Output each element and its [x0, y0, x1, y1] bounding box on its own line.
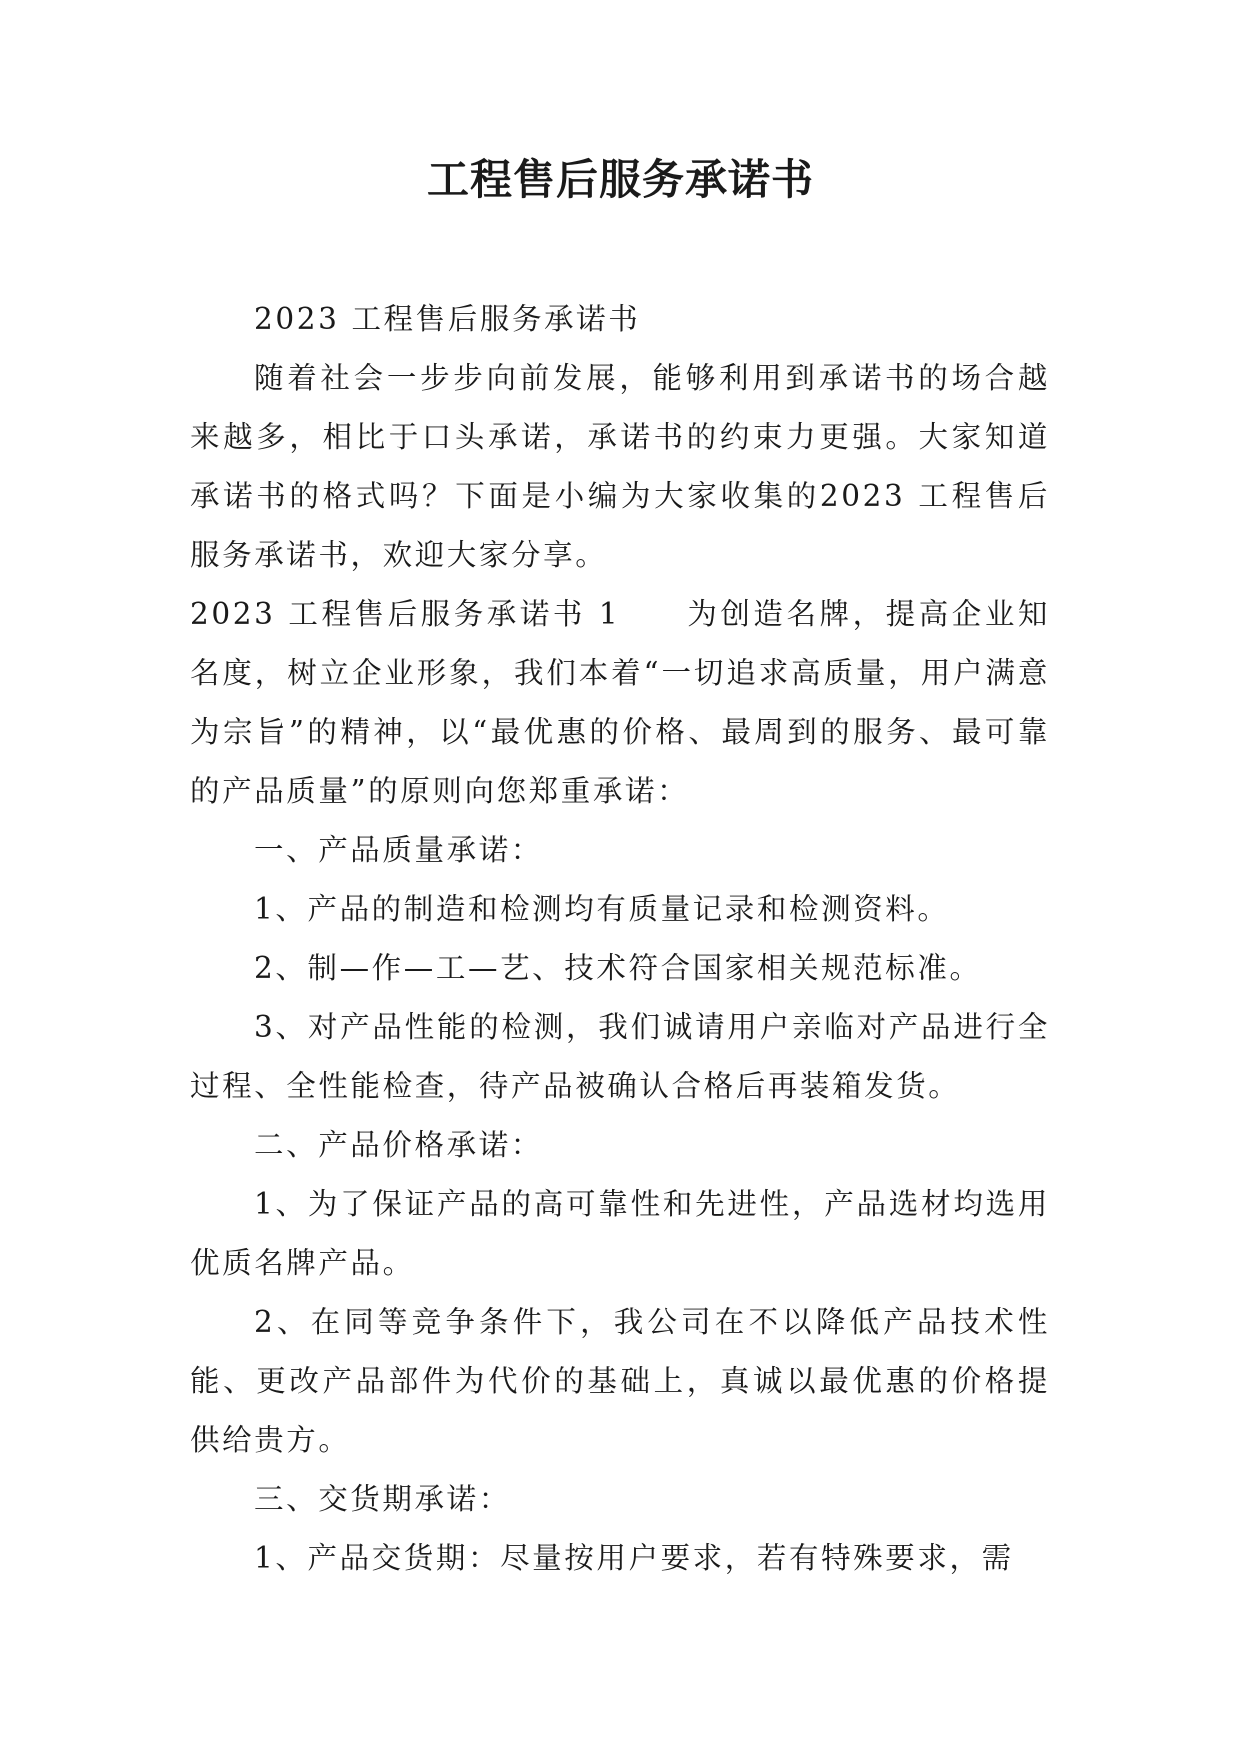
price-item-2: 2、在同等竞争条件下，我公司在不以降低产品技术性能、更改产品部件为代价的基础上，真诚以最优惠的价格提供给贵方。: [190, 1305, 1050, 1457]
section-heading-price: 二、产品价格承诺：: [254, 1128, 543, 1162]
section-heading-quality: 一、产品质量承诺：: [254, 833, 543, 867]
document-body: [190, 290, 1050, 1588]
quality-item-1: 1、产品的制造和检测均有质量记录和检测资料。: [254, 892, 950, 926]
subtitle-paragraph: 2023 工程售后服务承诺书: [254, 302, 641, 336]
delivery-item-1: 1、产品交货期：尽量按用户要求，若有特殊要求，需: [254, 1541, 1014, 1575]
commitment-intro-paragraph: 2023 工程售后服务承诺书 1 为创造名牌，提高企业知名度，树立企业形象，我们本着“一切追求高质量，用户满意为宗旨”的精神，以“最优惠的价格、最周到的服务、最可靠的产品质量”的原则向您郑重承诺：: [190, 597, 1050, 808]
section-heading-delivery: 三、交货期承诺：: [254, 1482, 511, 1516]
quality-item-2: 2、制—作—工—艺、技术符合国家相关规范标准。: [254, 951, 982, 985]
price-item-1: 1、为了保证产品的高可靠性和先进性，产品选材均选用优质名牌产品。: [190, 1187, 1050, 1280]
intro-paragraph: 随着社会一步步向前发展，能够利用到承诺书的场合越来越多，相比于口头承诺，承诺书的约束力更强。大家知道承诺书的格式吗？下面是小编为大家收集的2023 工程售后服务承诺书，欢迎大家分享。: [190, 361, 1050, 572]
document-title: 工程售后服务承诺书: [426, 155, 814, 204]
quality-item-3: 3、对产品性能的检测，我们诚请用户亲临对产品进行全过程、全性能检查，待产品被确认合格后再装箱发货。: [190, 1010, 1050, 1103]
